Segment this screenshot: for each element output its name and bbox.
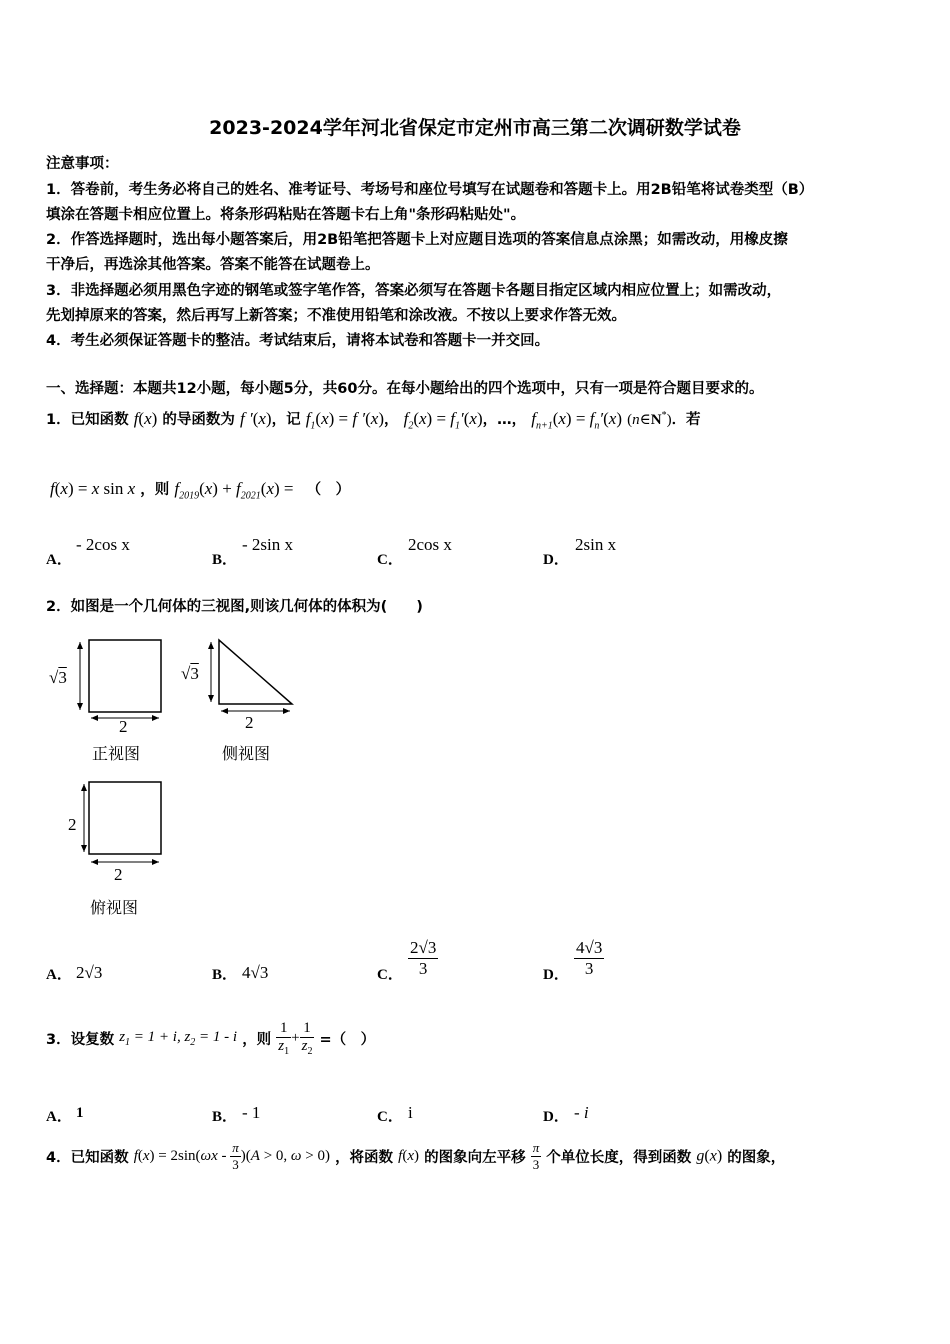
section-heading: 一、选择题：本题共12小题，每小题5分，共60分。在每小题给出的四个选项中，只有一项是符合题目要求的。 xyxy=(46,381,764,397)
top-view-label: 俯视图 xyxy=(90,898,139,917)
q1-formula: f ′ xyxy=(240,409,253,428)
q1-text: ， xyxy=(383,412,399,428)
question-4: 4．已知函数 f(x) = 2sin(ωx - $\frac{\pi}{3}$ )(A > 0, ω > 0) ，将函数 f(x) 的图象向左平移 $\frac{\pi}{3}$ 个单位长度，得到函数 g(x) 的图象， xyxy=(46,1140,786,1172)
q1-text: ，记 xyxy=(271,412,301,428)
q4-text: 4．已知函数 xyxy=(46,1150,129,1166)
option-value: 1 xyxy=(76,1105,84,1121)
option-value: 2√3 xyxy=(76,963,103,982)
option-label: B． xyxy=(212,552,238,568)
notice-line: 4．考生必须保证答题卡的整洁。考试结束后，请将本试卷和答题卡一并交回。 xyxy=(46,333,550,349)
q4-formula: g(x) xyxy=(696,1147,723,1165)
dimension-label: 2 xyxy=(245,713,254,732)
option-value: - 2cos x xyxy=(76,535,130,554)
option-label: D． xyxy=(543,1109,569,1125)
q1-text: ．若 xyxy=(671,412,701,428)
fraction-denominator: 3 xyxy=(584,959,594,978)
q4-text: 个单位长度，得到函数 xyxy=(546,1150,692,1166)
fraction-numerator: 2√3 xyxy=(410,938,437,957)
option-label: A． xyxy=(46,967,72,983)
option-value: - 1 xyxy=(242,1103,261,1122)
front-view xyxy=(80,640,161,718)
q1-text: 1．已知函数 xyxy=(46,412,129,428)
notice-line: 先划掉原来的答案，然后再写上新答案；不准使用铅笔和涂改液。不按以上要求作答无效。 xyxy=(46,308,626,324)
q4-fraction: $\frac{\pi}{3}$ xyxy=(532,1140,540,1172)
q4-formula: f xyxy=(133,1148,138,1164)
notice-line: 填涂在答题卡相应位置上。将条形码粘贴在答题卡右上角"条形码粘贴处"。 xyxy=(46,207,526,223)
q3-text: =（ ） xyxy=(319,1032,376,1048)
option-label: A． xyxy=(46,1109,72,1125)
q4-text: 的图象向左平移 xyxy=(424,1150,526,1166)
option-value: i xyxy=(408,1103,413,1122)
fraction-denominator: 3 xyxy=(418,959,428,978)
question-1-cont: f(x) = x sin x ，则 $f_{2019}(x) + f_{2021}(x)$ = （ ） xyxy=(50,479,351,502)
q1-formula: f xyxy=(133,409,139,428)
q1-formula: $f_1$ xyxy=(305,409,316,432)
dimension-value: 3 xyxy=(58,668,67,687)
notice-heading: 注意事项： xyxy=(46,156,119,172)
notice-line: 3．非选择题必须用黑色字迹的钢笔或签字笔作答，答案必须写在答题卡各题目指定区域内相应位置上；如需改动， xyxy=(46,283,782,299)
q3-formula: $z_1 = 1 + i$, $z_2 = 1 - i$ xyxy=(119,1029,238,1048)
q3-text: 3．设复数 xyxy=(46,1032,115,1048)
top-view xyxy=(84,782,161,862)
q1-formula: $f_{2019}$ xyxy=(174,479,200,502)
option-label: A． xyxy=(46,552,72,568)
q3-text: ，则 xyxy=(242,1032,272,1048)
option-label: C． xyxy=(377,967,403,983)
q1-text: ，…， xyxy=(482,412,527,428)
q1-text: ，则 xyxy=(140,482,170,498)
q1-formula: f xyxy=(50,479,55,498)
question-3: 3．设复数 $z_1 = 1 + i$, $z_2 = 1 - i$ ，则 $\frac{1}{z_1}$ + $\frac{1}{z_2}$ =（ ） xyxy=(46,1020,376,1057)
q1-formula: $f_{n+1}$ xyxy=(531,409,553,432)
q1-formula: $f_2$ xyxy=(403,409,414,432)
option-label: D． xyxy=(543,552,569,568)
q3-fraction: $\frac{1}{z_1}$ xyxy=(278,1020,290,1057)
dimension-label: 2 xyxy=(114,865,123,884)
option-label: B． xyxy=(212,1109,238,1125)
q4-text: 的图象， xyxy=(727,1150,786,1166)
notice-line: 干净后，再选涂其他答案。答案不能答在试题卷上。 xyxy=(46,257,380,273)
side-view-label: 侧视图 xyxy=(222,744,271,763)
option-value: - i xyxy=(574,1103,589,1122)
option-label: B． xyxy=(212,967,238,983)
option-label: C． xyxy=(377,1109,403,1125)
q4-formula: f(x) xyxy=(398,1148,419,1164)
dimension-label: √3 xyxy=(49,668,67,687)
page-title: 2023-2024学年河北省保定市定州市高三第二次调研数学试卷 xyxy=(209,117,741,139)
option-label: C． xyxy=(377,552,403,568)
dimension-label: 2 xyxy=(119,717,128,736)
notice-line: 2．作答选择题时，选出每小题答案后，用2B铅笔把答题卡上对应题目选项的答案信息点涂黑；如需改动，用橡皮擦 xyxy=(46,232,788,248)
option-value xyxy=(408,938,438,979)
option-label: D． xyxy=(543,967,569,983)
q3-fraction: $\frac{1}{z_2}$ xyxy=(301,1020,313,1057)
q1-blank: （ ） xyxy=(306,482,351,498)
fraction-numerator: 4√3 xyxy=(576,938,603,957)
q1-text: 的导函数为 xyxy=(162,412,235,428)
option-value: - 2sin x xyxy=(242,535,293,554)
three-view-figure xyxy=(44,632,304,922)
option-value: 2sin x xyxy=(575,535,617,554)
option-value xyxy=(574,938,604,979)
front-view-label: 正视图 xyxy=(92,744,141,763)
q4-text: ，将函数 xyxy=(335,1150,394,1166)
question-1: 1．已知函数 f(x) 的导函数为 f ′(x)，记 $f_1(x) = f$ ′(x)， $f_2(x) = f_1'(x)$，…， $f_{n+1}(x) = f_n'(x)$ (n∈N*)．若 xyxy=(46,409,701,432)
dimension-label: √3 xyxy=(181,664,199,683)
dimension-label: 2 xyxy=(68,815,77,834)
option-value: 2cos x xyxy=(408,535,452,554)
side-view xyxy=(211,640,292,711)
option-value: 4√3 xyxy=(242,963,269,982)
question-2: 2．如图是一个几何体的三视图,则该几何体的体积为( ) xyxy=(46,599,423,615)
dimension-value: 3 xyxy=(190,664,199,683)
notice-line: 1．答卷前，考生务必将自己的姓名、准考证号、考场号和座位号填写在试题卷和答题卡上。用2B铅笔将试卷类型（B） xyxy=(46,182,814,198)
